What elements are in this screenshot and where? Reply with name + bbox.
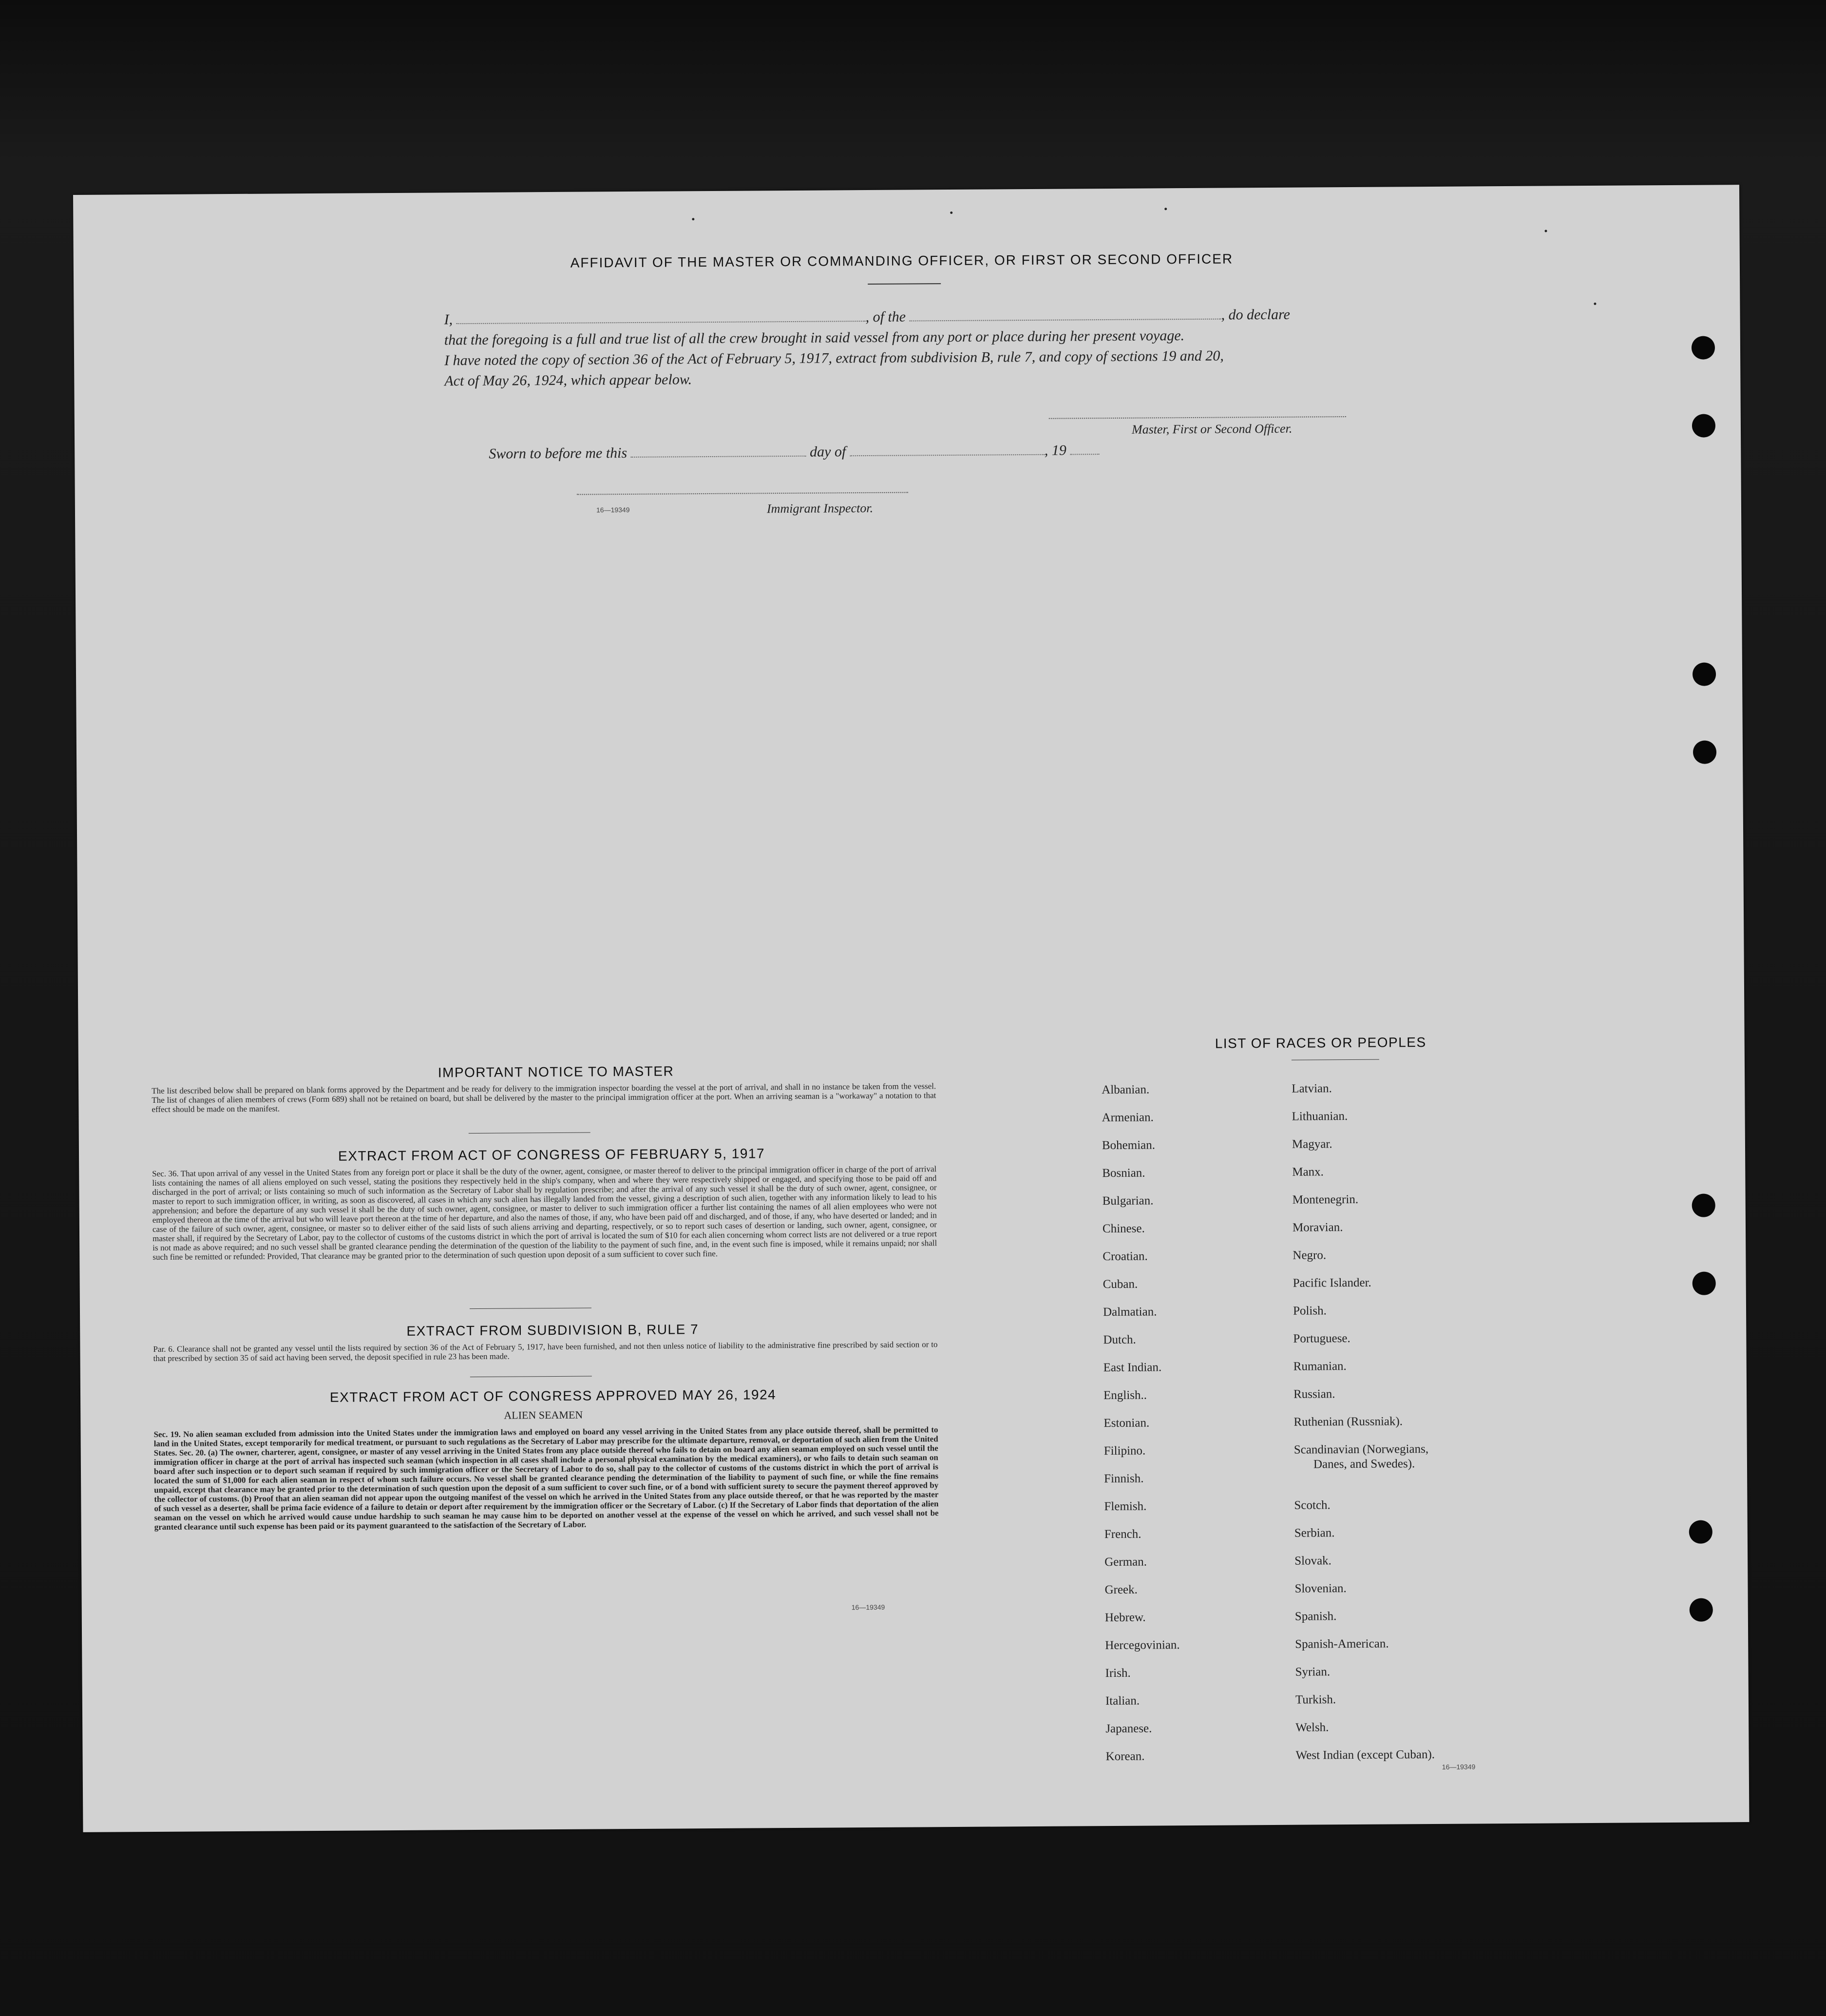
document-page xyxy=(73,185,1749,1832)
affidavit-i: I, xyxy=(444,311,453,328)
list-item: English.. xyxy=(1103,1388,1147,1402)
extract-1924-subtitle: ALIEN SEAMEN xyxy=(504,1408,583,1421)
races-title: LIST OF RACES OR PEOPLES xyxy=(1215,1035,1427,1051)
list-item: Welsh. xyxy=(1295,1721,1329,1734)
punch-hole xyxy=(1693,1271,1716,1295)
list-item: Pacific Islander. xyxy=(1293,1276,1371,1290)
rule-7-body: Par. 6. Clearance shall not be granted any vessel until the lists required by section 36 of the Act of February 5, 1917, have been furnished, and not then unless notice of liability to the administrative fine prescribed by said section or to that prescribed by section 35 of said act having been served, the deposit specified in rule 23 has been made. xyxy=(153,1340,938,1363)
list-item: Finnish. xyxy=(1104,1472,1144,1486)
ink-speck xyxy=(1164,208,1167,210)
list-item: Hercegovinian. xyxy=(1105,1638,1180,1652)
ink-speck xyxy=(1544,230,1547,232)
list-item: Turkish. xyxy=(1295,1693,1336,1707)
sworn-line xyxy=(489,442,1219,462)
sworn-day-blank[interactable] xyxy=(631,444,806,458)
affidavit-declare: , do declare xyxy=(1221,306,1290,323)
ink-speck xyxy=(950,211,952,214)
sworn-day-of: day of xyxy=(810,443,846,460)
affidavit-title: AFFIDAVIT OF THE MASTER OR COMMANDING OFFICER, OR FIRST OR SECOND OFFICER xyxy=(570,251,1234,270)
extract-1924-body: Sec. 19. No alien seaman excluded from admission into the United States under the immigration laws and employed on board any vessel arriving in the United States from any place outside thereof, shall be permitted to land in the United States, except temporarily for medical treatment, or pursuant to such regulations as the Secretary of Labor may prescribe for the ultimate departure, removal, or deportation of such alien from the United States. Sec. 20. (a) The owner, charterer, agent, consignee, or master of any vessel arriving in the United States from any place outside thereof who fails to detain on board any alien seaman employed on such vessel until the immigration officer in charge at the port of arrival has inspected such seaman (which inspection in all cases shall include a personal physical examination by the medical examiners), or who fails to detain such seaman on board after such inspection or to deport such seaman if required by such immigration officer or the Secretary of Labor to do so, shall pay to the collector of customs of the customs district in which the port of arrival is located the sum of $1,000 for each alien seaman in respect of whom such failure occurs. No vessel shall be granted clearance pending the determination of the liability to payment of such fine, or while the fine remains unpaid, except that clearance may be granted prior to the determination of such question upon the deposit of a sum sufficient to cover such fine, or of a bond with sufficient surety to secure the payment thereof approved by the collector of customs. (b) Proof that an alien seaman did not appear upon the outgoing manifest of the vessel on which he arrived in the United States from any place outside thereof, or that he was reported by the master of such vessel as a deserter, shall be prima facie evidence of a failure to detain or deport after requirement by the immigration officer or the Secretary of Labor. (c) If the Secretary of Labor finds that deportation of the alien seaman on the vessel on which he arrived would cause undue hardship to such seaman he may cause him to be deported on another vessel at the expense of the vessel on which he arrived, and such vessel shall not be granted clearance until such expense has been paid or its payment guaranteed to the satisfaction of the Secretary of Labor. xyxy=(153,1425,939,1532)
list-item: Portuguese. xyxy=(1293,1332,1350,1345)
races-right-column xyxy=(1292,1081,1435,1776)
list-item: Armenian. xyxy=(1102,1111,1154,1125)
list-item: Montenegrin. xyxy=(1292,1192,1359,1207)
list-item: Scandinavian (Norwegians, xyxy=(1293,1442,1429,1457)
list-item: Negro. xyxy=(1293,1248,1327,1262)
extract-1917-body: Sec. 36. That upon arrival of any vessel in the United States from any foreign port or place it shall be the duty of the owner, agent, consignee, or master thereof to deliver to the principal immigration officer in charge of the port of arrival lists containing the names of all aliens employed on such vessel, stating the positions they respectively held in the ship's company, when and where they were respectively shipped or engaged, and specifying those to be paid off and discharged in the port of arrival; or lists containing so much of such information as the Secretary of Labor shall by regulation prescribe; and after the arrival of any such vessel it shall be the duty of such owner, agent, consignee, or master to report to such immigration officer, in writing, as soon as discovered, all cases in which any such alien has illegally landed from the vessel, giving a description of such alien, together with any information likely to lead to his apprehension; and before the departure of any such vessel it shall be the duty of such owner, agent, consignee, or master to deliver to such immigration officer a further list containing the names of all alien employees who were not employed thereon at the time of the arrival but who will leave port thereon at the time of her departure, and also the names of those, if any, who have been paid off and discharged, and of those, if any, who have deserted or landed; and in case of the failure of such owner, agent, consignee, or master so to deliver either of the said lists of such aliens arriving and departing, respectively, or so to report such cases of desertion or landing, such owner, agent, consignee, or master shall, if required by the Secretary of Labor, pay to the collector of customs of the customs district in which the port of arrival is located the sum of $10 for each alien concerning whom correct lists are not delivered or a true report is not made as above required; and no such vessel shall be granted clearance pending the determination of the question of the liability to the payment of such fine, and, in the event such fine is imposed, while it remains unpaid; nor shall such fine be remitted or refunded: Provided, That clearance may be granted prior to the determination of such question upon deposit of a sum sufficient to cover such fine. xyxy=(152,1164,937,1262)
affidavit-line-4: Act of May 26, 1924, which appear below. xyxy=(444,371,692,389)
form-number-bottom-left: 16—19349 xyxy=(851,1603,885,1612)
list-item: Serbian. xyxy=(1294,1526,1335,1540)
sworn-year-blank[interactable] xyxy=(1070,442,1099,455)
list-item: Ruthenian (Russniak). xyxy=(1293,1415,1403,1429)
affidavit-line-3: I have noted the copy of section 36 of the Act of February 5, 1917, extract from subdivision B, rule 7, and copy of sections 19 and 20, xyxy=(444,347,1224,369)
list-item: Rumanian. xyxy=(1293,1360,1347,1373)
punch-hole xyxy=(1692,1193,1715,1217)
form-number-bottom-right: 16—19349 xyxy=(1442,1763,1476,1771)
vessel-blank[interactable] xyxy=(909,307,1221,322)
rule-7-title: EXTRACT FROM SUBDIVISION B, RULE 7 xyxy=(406,1322,699,1339)
list-item: Estonian. xyxy=(1103,1416,1150,1430)
punch-hole xyxy=(1690,1598,1713,1621)
master-signature-line[interactable] xyxy=(1049,416,1346,419)
ink-speck xyxy=(1594,303,1596,305)
list-item: Hebrew. xyxy=(1104,1611,1146,1625)
list-item: Scotch. xyxy=(1294,1498,1331,1512)
notice-body: The list described below shall be prepared on blank forms approved by the Department and be ready for delivery to the immigration inspector boarding the vessel at the port of arrival, and shall in no instance be taken from the vessel. The list of changes of alien members of crews (Form 689) shall not be retained on board, but shall be delivered by the master to the principal immigration officer at the port. When an arriving seaman is a "workaway" a notation to that effect should be made on the manifest. xyxy=(152,1081,936,1114)
affidavit-body xyxy=(444,304,1321,391)
races-left-column xyxy=(1102,1082,1180,1777)
name-blank[interactable] xyxy=(456,309,865,324)
list-item: Spanish. xyxy=(1294,1610,1337,1623)
extract-1917-divider xyxy=(470,1308,591,1309)
sworn-year-prefix: , 19 xyxy=(1044,442,1066,459)
list-item: Moravian. xyxy=(1292,1221,1343,1234)
master-signature-label: Master, First or Second Officer. xyxy=(1131,421,1293,437)
list-item: Syrian. xyxy=(1295,1665,1331,1679)
punch-hole xyxy=(1692,336,1715,359)
list-item: Bohemian. xyxy=(1102,1138,1156,1152)
list-item: Irish. xyxy=(1105,1666,1131,1680)
sworn-label: Sworn to before me this xyxy=(489,445,628,462)
list-item: Slovak. xyxy=(1294,1554,1331,1568)
list-item: Flemish. xyxy=(1104,1499,1147,1514)
inspector-label: Immigrant Inspector. xyxy=(766,500,874,516)
list-item: French. xyxy=(1104,1527,1141,1541)
list-item: Filipino. xyxy=(1103,1444,1146,1458)
list-item: Croatian. xyxy=(1103,1249,1148,1264)
list-item: Slovenian. xyxy=(1294,1582,1347,1595)
list-item: Italian. xyxy=(1105,1694,1140,1708)
punch-hole xyxy=(1692,414,1715,437)
form-number-top: 16—19349 xyxy=(596,506,630,514)
extract-1917-title: EXTRACT FROM ACT OF CONGRESS OF FEBRUARY 5, 1917 xyxy=(338,1146,765,1164)
list-item: Korean. xyxy=(1105,1749,1145,1764)
inspector-signature-line[interactable] xyxy=(577,492,908,495)
title-divider xyxy=(868,283,941,285)
punch-hole xyxy=(1689,1520,1712,1543)
list-item: Chinese. xyxy=(1102,1222,1145,1236)
list-item: Albanian. xyxy=(1102,1083,1150,1097)
list-item: Manx. xyxy=(1292,1165,1324,1179)
notice-title: IMPORTANT NOTICE TO MASTER xyxy=(437,1063,674,1080)
list-item: Dalmatian. xyxy=(1103,1305,1157,1319)
notice-divider xyxy=(469,1133,590,1134)
list-item: Japanese. xyxy=(1105,1722,1152,1736)
list-item: Cuban. xyxy=(1103,1277,1138,1291)
extract-1924-title: EXTRACT FROM ACT OF CONGRESS APPROVED MAY 26, 1924 xyxy=(329,1387,777,1405)
list-item: Latvian. xyxy=(1292,1082,1332,1095)
affidavit-of-the: , of the xyxy=(865,308,906,326)
sworn-month-blank[interactable] xyxy=(850,442,1045,456)
punch-hole xyxy=(1693,740,1716,764)
list-item: Russian. xyxy=(1293,1387,1335,1401)
list-item: Bulgarian. xyxy=(1102,1194,1154,1208)
list-item: Bosnian. xyxy=(1102,1166,1145,1180)
list-item: German. xyxy=(1104,1555,1147,1569)
affidavit-line-2: that the foregoing is a full and true list of all the crew brought in said vessel from any port or place during her present voyage. xyxy=(444,327,1185,348)
list-item: Dutch. xyxy=(1103,1333,1136,1347)
list-item: Spanish-American. xyxy=(1295,1637,1389,1651)
list-item: Magyar. xyxy=(1292,1137,1332,1151)
list-item: Polish. xyxy=(1293,1304,1327,1318)
ink-speck xyxy=(692,218,694,220)
punch-hole xyxy=(1693,662,1716,686)
races-divider xyxy=(1292,1059,1379,1060)
list-item: Lithuanian. xyxy=(1292,1110,1348,1123)
list-item: Danes, and Swedes). xyxy=(1313,1457,1415,1471)
list-item: Greek. xyxy=(1104,1583,1138,1597)
list-item: East Indian. xyxy=(1103,1361,1162,1375)
rule-7-divider xyxy=(470,1376,592,1378)
list-item: West Indian (except Cuban). xyxy=(1295,1747,1435,1762)
